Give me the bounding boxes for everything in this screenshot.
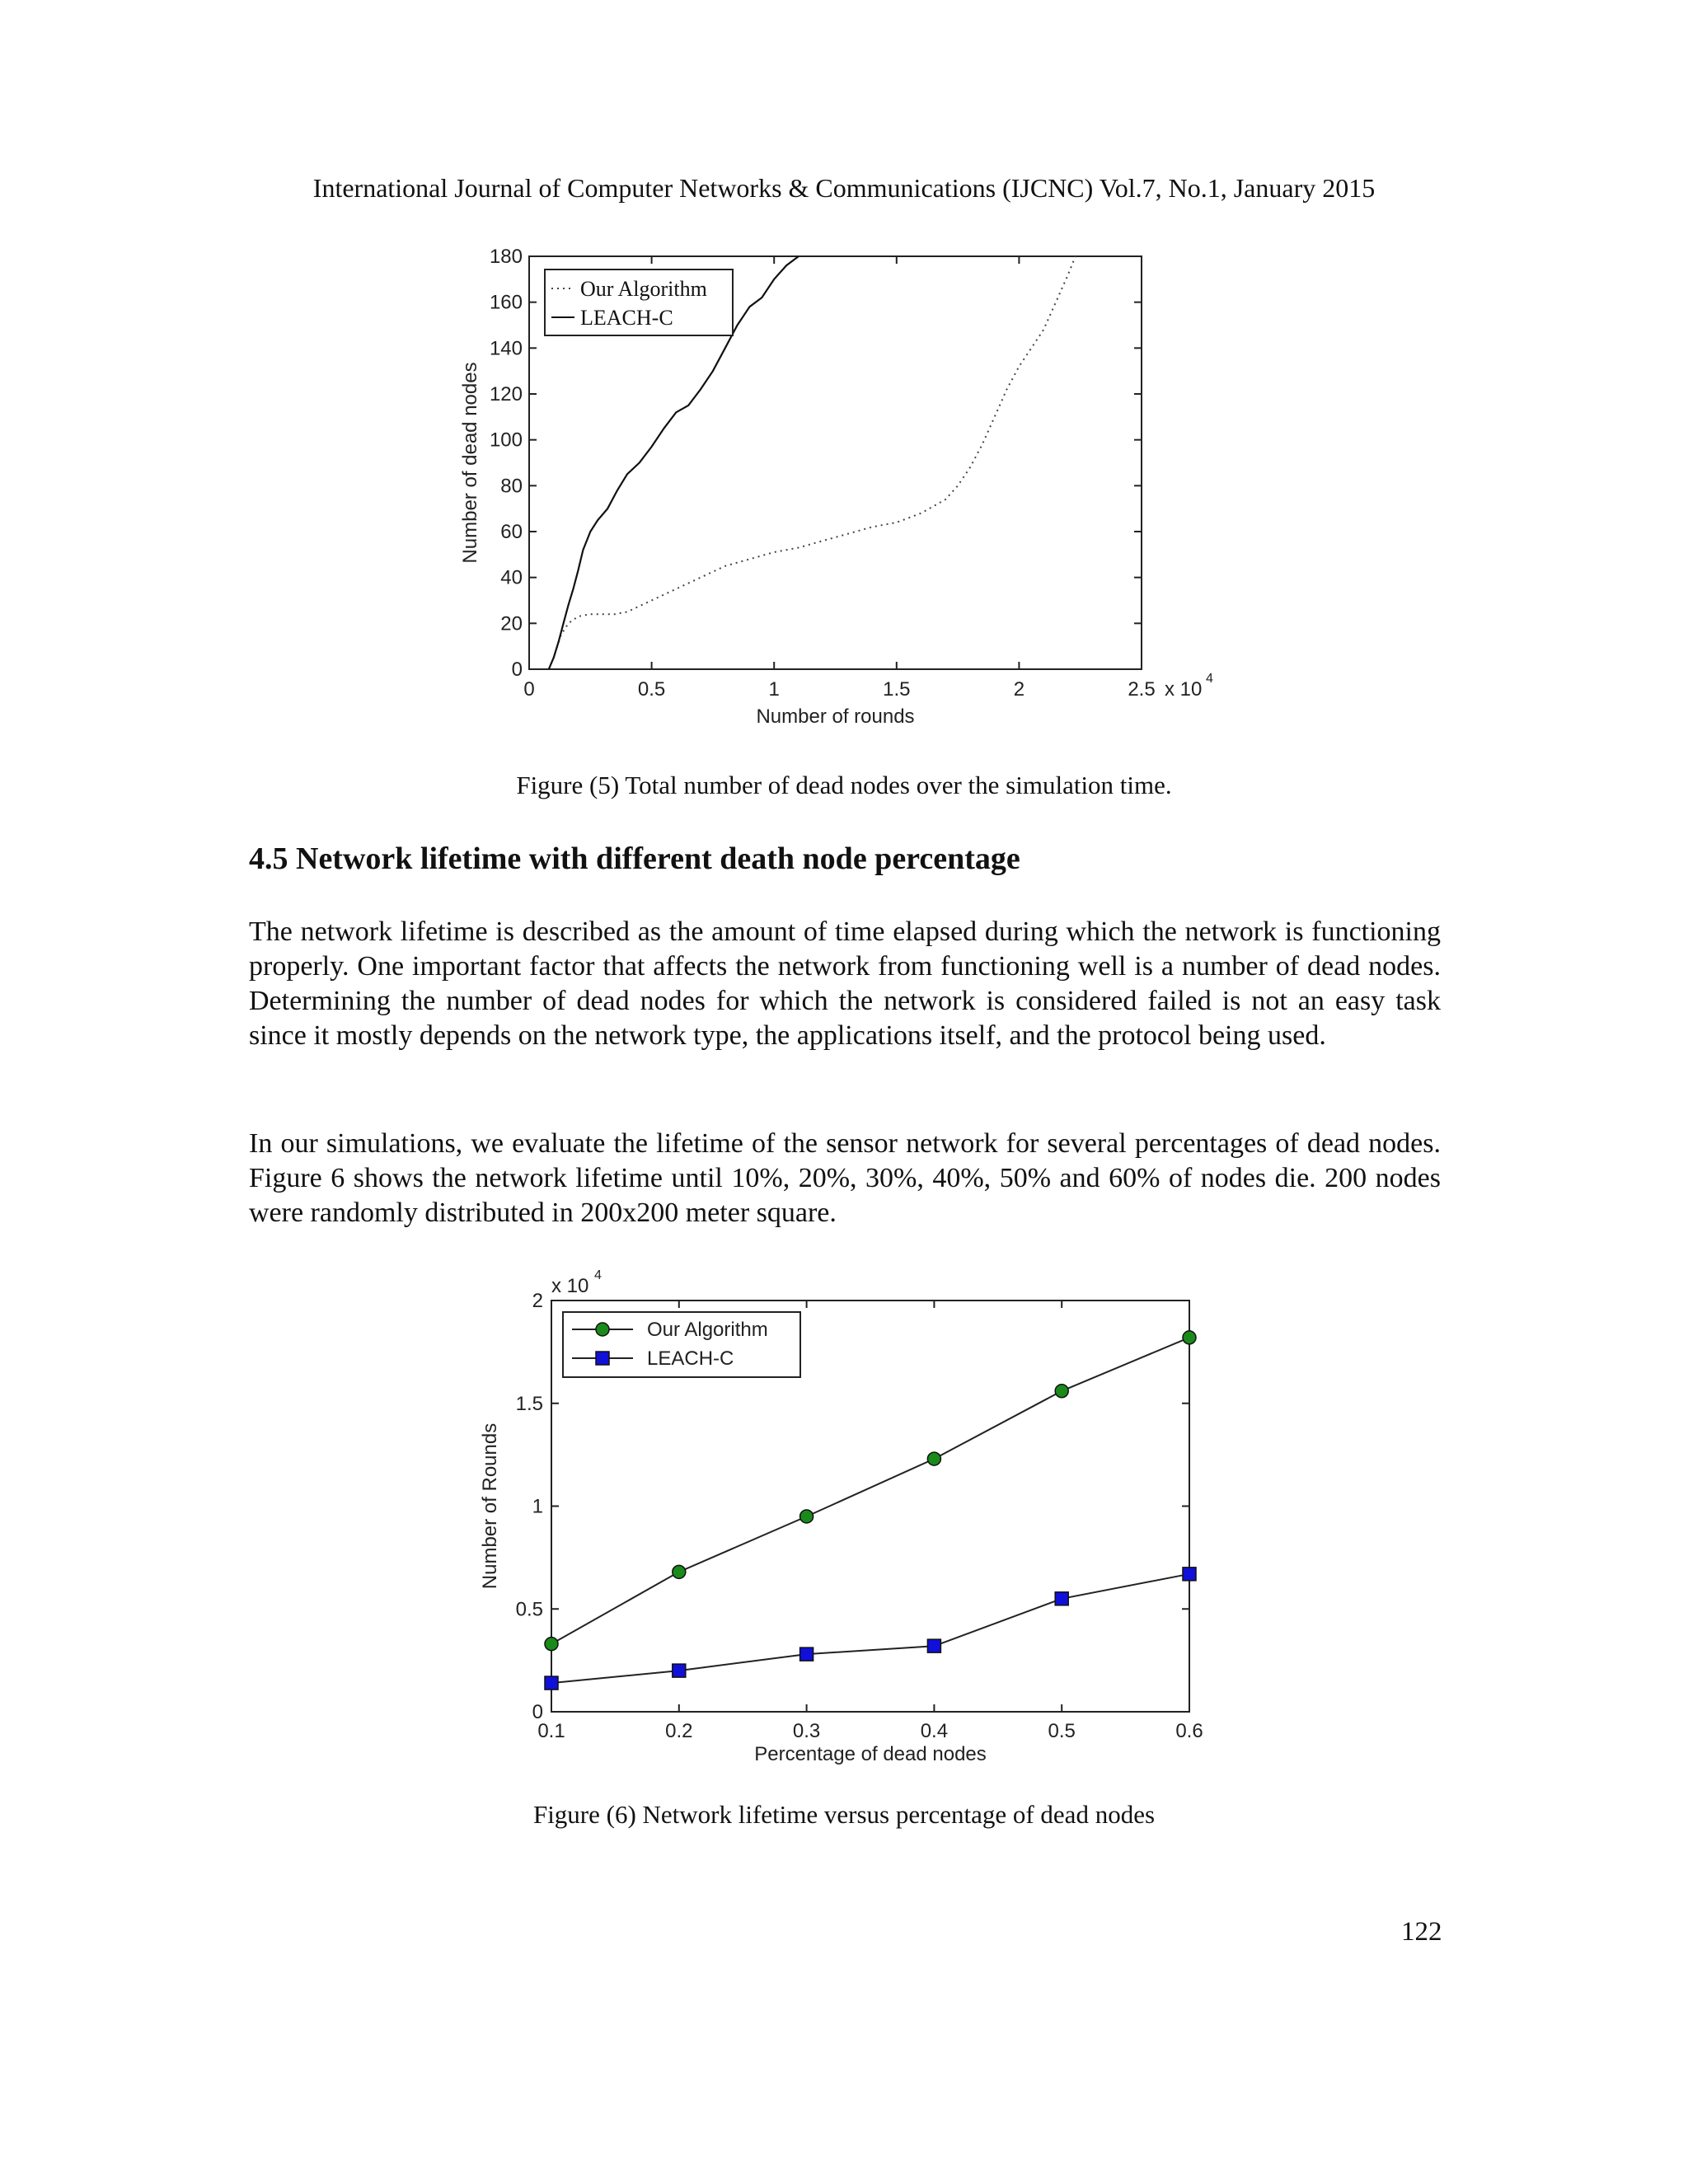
data-point-square [1055,1592,1068,1605]
page-number: 122 [1401,1917,1442,1947]
y-tick-label: 2 [532,1290,543,1312]
y-tick-label: 0 [511,658,523,681]
figure-6-caption: Figure (6) Network lifetime versus percentage of dead nodes [532,1800,1156,1829]
data-point-square [673,1664,686,1677]
x-axis-label: Number of rounds [756,705,915,728]
legend-entry: Our Algorithm [647,1319,768,1341]
paragraph-2: In our simulations, we evaluate the lifetime of the sensor network for several percentages of dead nodes. Figure 6 shows the network lifetime until 10%, 20%, 30%, 40%, 50% and 60% of nodes die. 200 nodes were randomly distributed in 200x200 meter square. [249,1128,1441,1228]
y-multiplier-exponent: 4 [594,1268,602,1282]
paragraph-1: The network lifetime is described as the amount of time elapsed during which the network is functioning properly. One important factor that affects the network from functioning well is a number of dead nodes. Determining the number of dead nodes for which the network is considered failed is not an easy task since it mostly depends on the network type, the applications itself, and the protocol being used. [249,916,1441,1051]
x-tick-label: 1.5 [883,678,911,701]
x-multiplier: x 10 [1165,678,1203,701]
data-point-square [1183,1568,1196,1581]
y-tick-label: 80 [500,475,523,498]
x-tick-label: 0.4 [920,1720,949,1742]
x-tick-label: 0.1 [537,1720,565,1742]
y-tick-label: 160 [489,291,523,314]
y-tick-label: 1.5 [515,1392,543,1415]
data-point-square [545,1676,558,1690]
y-tick-label: 180 [489,246,523,268]
x-tick-label: 0.6 [1175,1720,1203,1742]
x-tick-label: 0.5 [637,678,666,701]
x-tick-label: 0.2 [665,1720,693,1742]
x-multiplier-exponent: 4 [1206,672,1213,686]
data-point-circle [1055,1385,1068,1398]
data-point-square [927,1639,940,1652]
y-tick-label: 100 [489,429,523,452]
y-tick-label: 120 [489,383,523,405]
legend-entry: LEACH-C [580,306,673,330]
x-tick-label: 1 [768,678,780,701]
data-point-circle [673,1565,686,1578]
x-tick-label: 0 [523,678,535,701]
legend-marker [596,1352,609,1365]
x-tick-label: 0.3 [792,1720,821,1742]
data-point-circle [927,1452,940,1465]
section-heading: 4.5 Network lifetime with different death node percentage [249,841,1020,876]
y-axis-label: Number of dead nodes [459,362,481,564]
legend-marker [596,1323,609,1336]
x-tick-label: 0.5 [1048,1720,1076,1742]
y-tick-label: 140 [489,337,523,360]
y-tick-label: 20 [500,612,523,635]
x-tick-label: 2.5 [1128,678,1156,701]
running-head: International Journal of Computer Networks & Communications (IJCNC) Vol.7, No.1, January 2015 [312,173,1376,203]
legend [563,1312,800,1377]
y-axis-label: Number of Rounds [479,1422,501,1590]
y-tick-label: 60 [500,521,523,543]
y-tick-label: 0 [532,1701,543,1723]
data-point-circle [1183,1331,1196,1344]
y-tick-label: 1 [532,1495,543,1518]
y-multiplier: x 10 [551,1275,589,1297]
x-axis-label: Percentage of dead nodes [754,1743,987,1765]
y-tick-label: 40 [500,566,523,589]
legend-entry: LEACH-C [647,1347,734,1370]
data-point-circle [800,1510,814,1523]
data-point-square [800,1647,814,1661]
legend-entry: Our Algorithm [580,277,707,301]
data-point-circle [545,1638,558,1651]
y-tick-label: 0.5 [515,1598,543,1621]
figure-5-caption: Figure (5) Total number of dead nodes over the simulation time. [516,771,1172,799]
x-tick-label: 2 [1013,678,1025,701]
